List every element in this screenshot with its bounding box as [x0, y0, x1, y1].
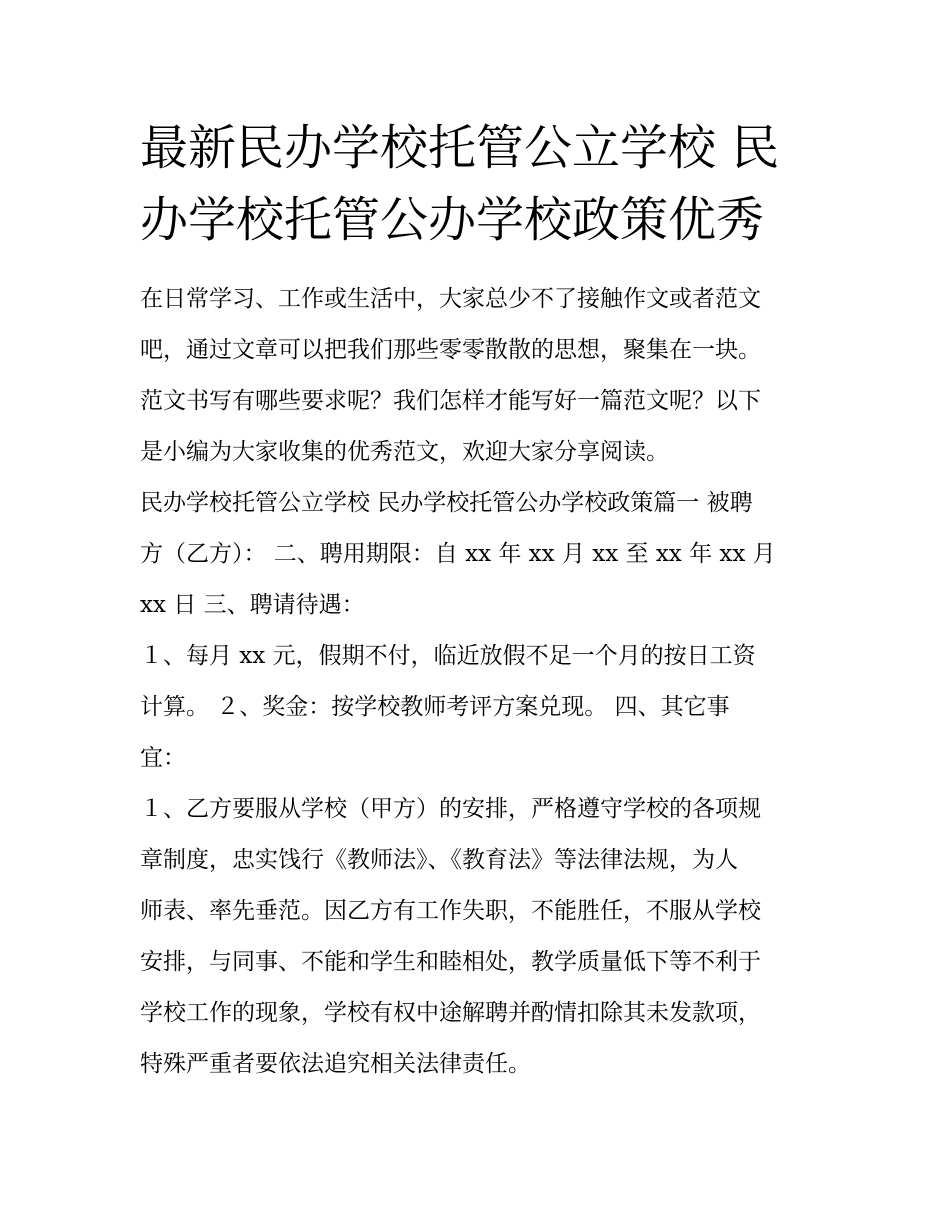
contract-paragraph: [140, 478, 820, 631]
text-line: 宜：: [140, 745, 186, 771]
text-line: 范文书写有哪些要求呢？我们怎样才能写好一篇范文呢？以下: [140, 388, 761, 414]
text-line: 在日常学习、工作或生活中，大家总少不了接触作文或者范文: [140, 286, 761, 312]
text-line: xx 日 三、聘请待遇：: [140, 592, 365, 618]
intro-paragraph: [140, 274, 820, 478]
obligations-paragraph: [140, 784, 820, 1090]
text-line: 师表、率先垂范。因乙方有工作失职，不能胜任，不服从学校: [140, 898, 761, 924]
text-line: 安排，与同事、不能和学生和睦相处，教学质量低下等不利于: [140, 949, 761, 975]
text-line: １、每月 xx 元，假期不付，临近放假不足一个月的按日工资: [140, 643, 756, 669]
document-body: [140, 274, 820, 1090]
document-title: [140, 112, 820, 256]
text-line: 特殊严重者要依法追究相关法律责任。: [140, 1051, 531, 1077]
title-line: 最新民办学校托管公立学校 民: [140, 120, 780, 176]
text-line: 章制度，忠实饯行《教师法》、《教育法》等法律法规，为人: [140, 847, 738, 873]
title-line: 办学校托管公办学校政策优秀: [140, 192, 765, 248]
text-line: 民办学校托管公立学校 民办学校托管公办学校政策篇一 被聘: [140, 490, 753, 516]
text-line: １、乙方要服从学校（甲方）的安排，严格遵守学校的各项规: [140, 796, 761, 822]
text-line: 方（乙方）： 二、聘用期限：自 xx 年 xx 月 xx 至 xx 年 xx 月: [140, 541, 776, 567]
text-line: 学校工作的现象，学校有权中途解聘并酌情扣除其未发款项，: [140, 1000, 761, 1026]
text-line: 吧，通过文章可以把我们那些零零散散的思想，聚集在一块。: [140, 337, 761, 363]
salary-paragraph: [140, 631, 820, 784]
text-line: 计算。 ２、奖金：按学校教师考评方案兑现。 四、其它事: [140, 694, 730, 720]
text-line: 是小编为大家收集的优秀范文，欢迎大家分享阅读。: [140, 439, 669, 465]
